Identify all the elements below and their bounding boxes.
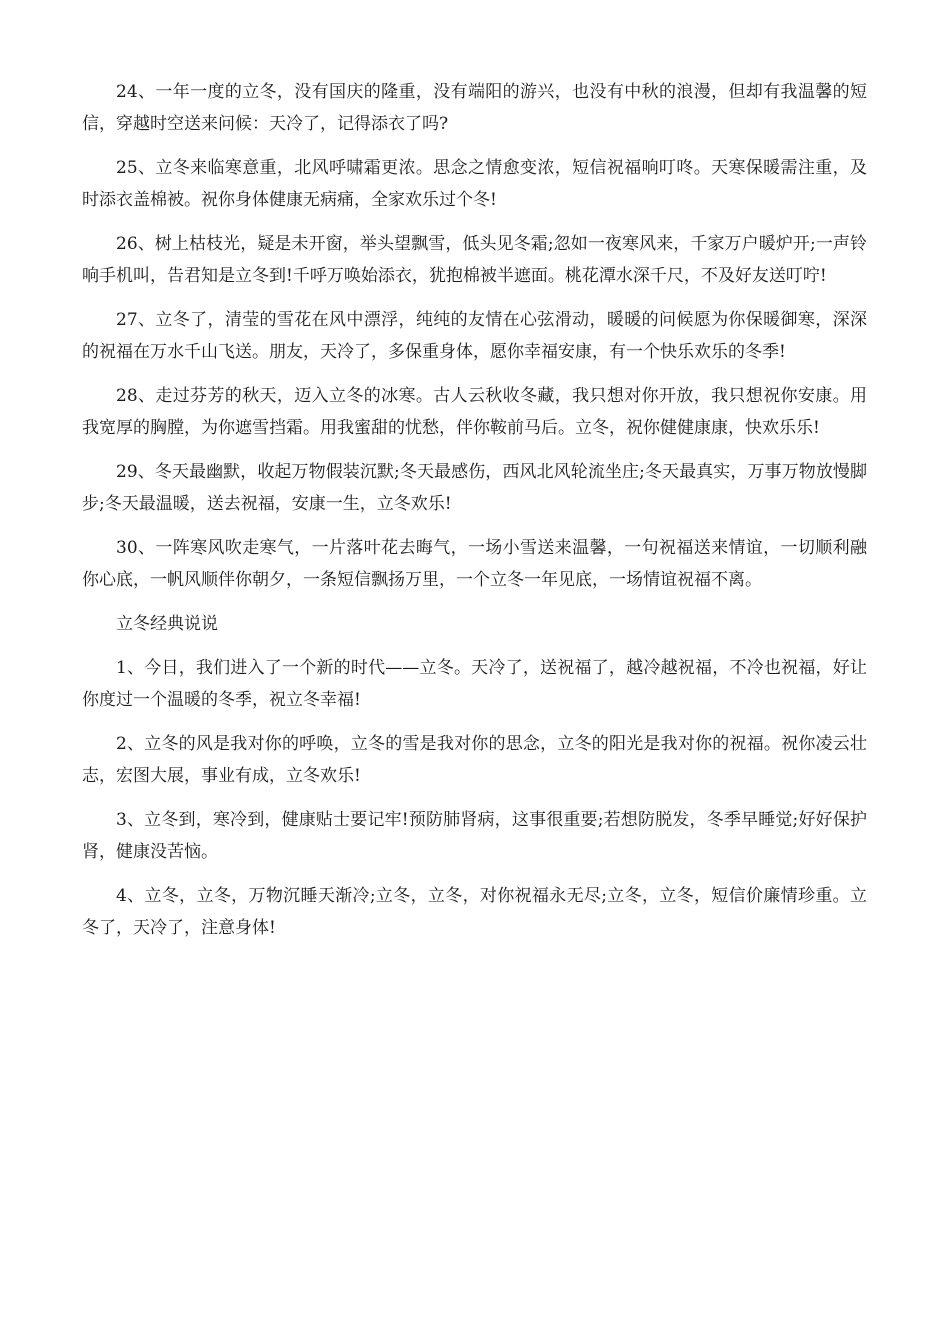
section-paragraph-4: 4、立冬，立冬，万物沉睡天渐冷;立冬，立冬，对你祝福永无尽;立冬，立冬，短信价廉情珍重。立冬了，天冷了，注意身体! — [82, 886, 867, 938]
section-paragraph-2: 2、立冬的风是我对你的呼唤，立冬的雪是我对你的思念，立冬的阳光是我对你的祝福。祝你凌云壮志，宏图大展，事业有成，立冬欢乐! — [82, 734, 867, 786]
paragraph-28: 28、走过芬芳的秋天，迈入立冬的冰寒。古人云秋收冬藏，我只想对你开放，我只想祝你安康。用我宽厚的胸膛，为你遮雪挡霜。用我蜜甜的忧愁，伴你鞍前马后。立冬，祝你健健康康，快欢乐乐! — [82, 386, 867, 438]
paragraph-29: 29、冬天最幽默，收起万物假装沉默;冬天最感伤，西风北风轮流坐庄;冬天最真实，万事万物放慢脚步;冬天最温暖，送去祝福，安康一生，立冬欢乐! — [82, 462, 867, 514]
paragraph-24: 24、一年一度的立冬，没有国庆的隆重，没有端阳的游兴，也没有中秋的浪漫，但却有我温馨的短信，穿越时空送来问候：天冷了，记得添衣了吗? — [82, 82, 867, 134]
section-paragraph-3: 3、立冬到，寒冷到，健康贴士要记牢!预防肺肾病，这事很重要;若想防脱发，冬季早睡觉;好好保护肾，健康没苦恼。 — [82, 810, 867, 862]
section-paragraph-1: 1、今日，我们进入了一个新的时代——立冬。天冷了，送祝福了，越冷越祝福，不冷也祝福，好让你度过一个温暖的冬季，祝立冬幸福! — [82, 658, 867, 710]
section-title: 立冬经典说说 — [116, 614, 218, 634]
paragraph-30: 30、一阵寒风吹走寒气，一片落叶花去晦气，一场小雪送来温馨，一句祝福送来情谊，一切顺利融你心底，一帆风顺伴你朝夕，一条短信飘扬万里，一个立冬一年见底，一场情谊祝福不离。 — [82, 538, 867, 590]
paragraph-25: 25、立冬来临寒意重，北风呼啸霜更浓。思念之情愈变浓，短信祝福响叮咚。天寒保暖需注重，及时添衣盖棉被。祝你身体健康无病痛，全家欢乐过个冬! — [82, 158, 867, 210]
paragraph-26: 26、树上枯枝光，疑是未开窗，举头望飘雪，低头见冬霜;忽如一夜寒风来，千家万户暖炉开;一声铃响手机叫，告君知是立冬到!千呼万唤始添衣，犹抱棉被半遮面。桃花潭水深千尺，不及好友送叮咛! — [82, 234, 867, 286]
paragraph-27: 27、立冬了，清莹的雪花在风中漂浮，纯纯的友情在心弦滑动，暖暖的问候愿为你保暖御寒，深深的祝福在万水千山飞送。朋友，天冷了，多保重身体，愿你幸福安康，有一个快乐欢乐的冬季! — [82, 310, 867, 362]
document-page — [82, 76, 867, 956]
